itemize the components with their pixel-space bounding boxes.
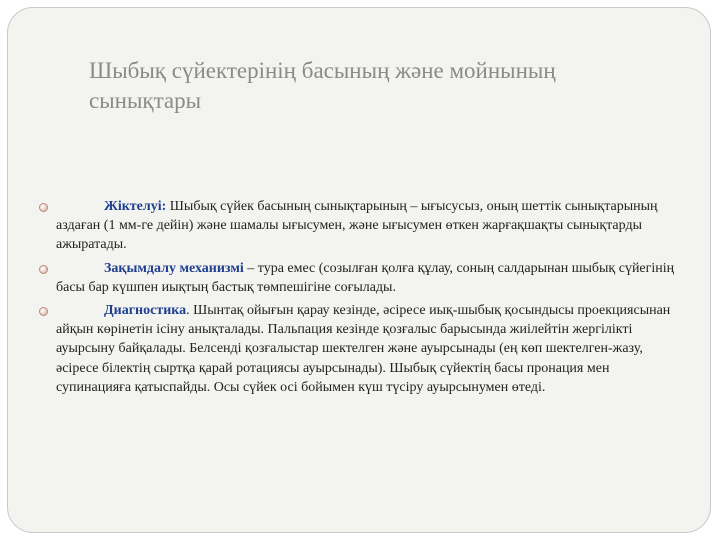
slide-frame	[7, 7, 711, 533]
bullet-dot-icon	[39, 203, 48, 212]
bullet-item-mechanism	[56, 259, 676, 297]
bullet-term: Зақымдалу механизмі	[104, 260, 244, 276]
bullet-list	[56, 197, 676, 401]
bullet-dot-icon	[39, 265, 48, 274]
bullet-text: . Шынтақ ойығын қарау кезінде, әсіресе иық-шыбық қосындысы проекциясынан айқын көрінетін ісіну анықталады. Пальпация кезінде қозғалыс барысында жиілейтін жергілікті ауырсыну байқалады. Белсенді қозғалыстар шектелген және ауырсынады (ең көп шектелген-жазу, әсіресе білектің сыртқа қарай ротациясы ауырсынады). Шыбық сүйектің басы пронация мен супинацияға қатыспайды. Осы сүйек осі бойымен күш түсіру ауырсынумен өтеді.	[56, 303, 671, 395]
bullet-term: Жіктелуі:	[104, 199, 167, 214]
slide-title: Шыбық сүйектерінің басының және мойнының сынықтары	[89, 58, 556, 113]
bullet-item-classification	[56, 197, 676, 255]
bullet-item-diagnostics	[56, 301, 676, 397]
bullet-text: Шыбық сүйек басының сынықтарының – ығысусыз, оның шеттік сынықтарының аздаған (1 мм-ге дейін) және шамалы ығысумен, және ығысумен өткен жарғақшақты сынықтарды ажыратады.	[56, 199, 658, 253]
bullet-text: – тура емес (созылған қолға құлау, соның салдарынан шыбық сүйегінің басы бар күшпен иықтың бастық төмпешігіне соғылады.	[56, 260, 675, 295]
bullet-dot-icon	[39, 307, 48, 316]
bullet-term: Диагностика	[104, 303, 187, 319]
